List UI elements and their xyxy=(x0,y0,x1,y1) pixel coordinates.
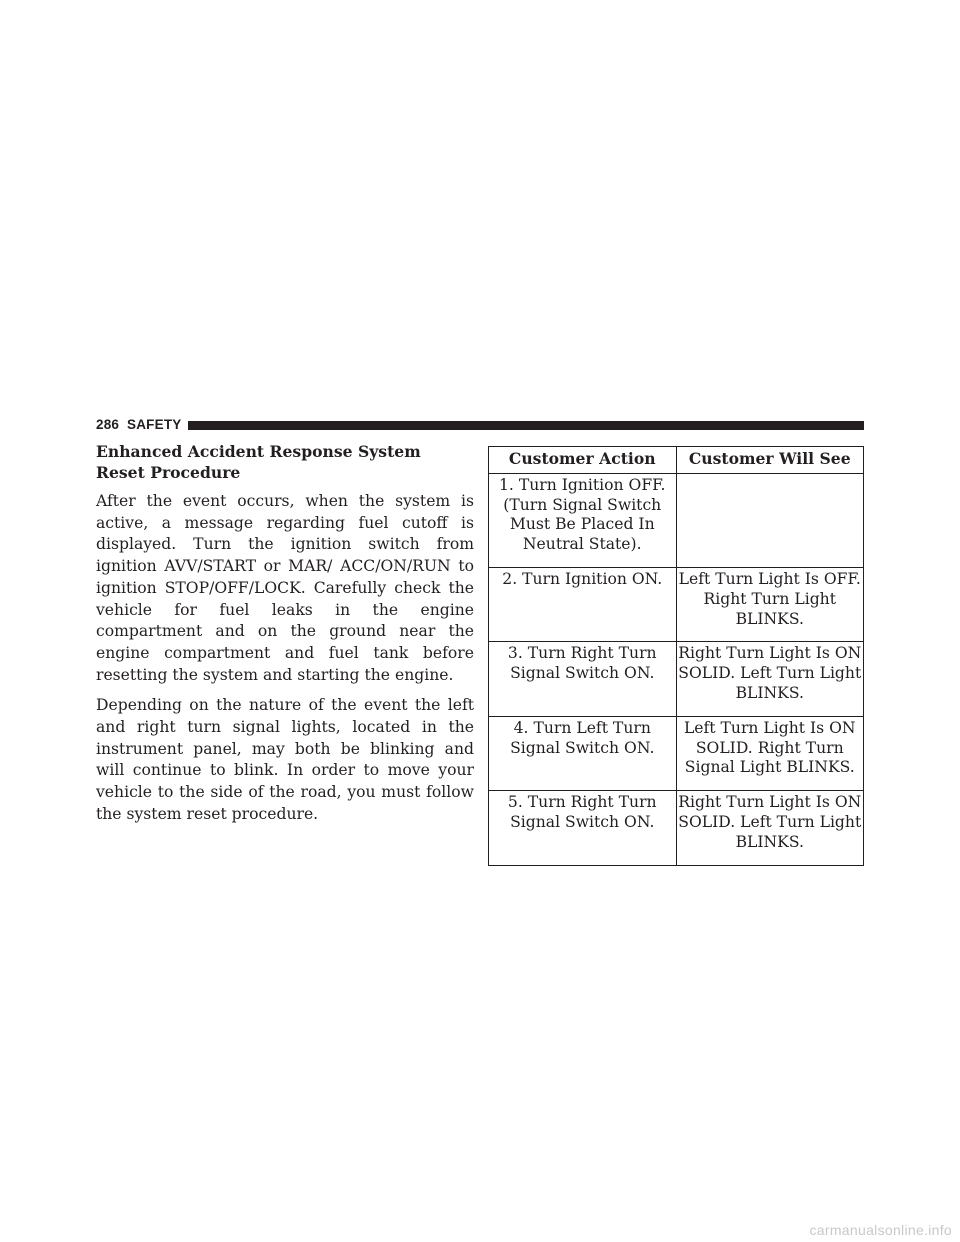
section-name: SAFETY xyxy=(127,417,182,432)
watermark: carmanualsonline.info xyxy=(809,1222,952,1238)
table-header-row xyxy=(489,447,864,474)
table-row xyxy=(489,567,864,641)
result-cell xyxy=(676,473,864,567)
result-cell: Right Turn Light Is ON SOLID. Left Turn Light BLINKS. xyxy=(676,642,864,716)
header-rule xyxy=(188,421,864,430)
column-header-action: Customer Action xyxy=(489,447,677,474)
page-number: 286 xyxy=(96,417,120,432)
reset-procedure-table xyxy=(488,446,864,866)
page-header xyxy=(96,414,864,436)
action-cell: 4. Turn Left Turn Signal Switch ON. xyxy=(489,716,677,790)
body-paragraph: After the event occurs, when the system is active, a message regarding fuel cutoff is displayed. Turn the ignition switch from ignition AVV/START or MAR/ ACC/ON/RUN to ignition STOP/OFF/LOCK. Carefully check the vehicle for fuel leaks in the engine compartment and on the ground near the engine compartment and fuel tank before resetting the system and starting the engine. xyxy=(96,492,474,684)
page-label xyxy=(96,417,182,432)
section-title: Enhanced Accident Response System Reset Procedure xyxy=(96,442,421,482)
action-cell: 2. Turn Ignition ON. xyxy=(489,567,677,641)
table-row xyxy=(489,716,864,790)
result-cell: Right Turn Light Is ON SOLID. Left Turn Light BLINKS. xyxy=(676,791,864,865)
action-cell: 5. Turn Right Turn Signal Switch ON. xyxy=(489,791,677,865)
table-row xyxy=(489,642,864,716)
result-cell: Left Turn Light Is ON SOLID. Right Turn Signal Light BLINKS. xyxy=(676,716,864,790)
column-header-result: Customer Will See xyxy=(676,447,864,474)
action-cell: 1. Turn Ignition OFF. (Turn Signal Switch Must Be Placed In Neutral State). xyxy=(489,473,677,567)
action-cell: 3. Turn Right Turn Signal Switch ON. xyxy=(489,642,677,716)
table-row xyxy=(489,791,864,865)
body-paragraph: Depending on the nature of the event the left and right turn signal lights, located in the instrument panel, may both be blinking and will continue to blink. In order to move your vehicle to the side of the road, you must follow the system reset procedure. xyxy=(96,696,474,823)
article-column xyxy=(96,441,474,835)
table-row xyxy=(489,473,864,567)
result-cell: Left Turn Light Is OFF. Right Turn Light BLINKS. xyxy=(676,567,864,641)
